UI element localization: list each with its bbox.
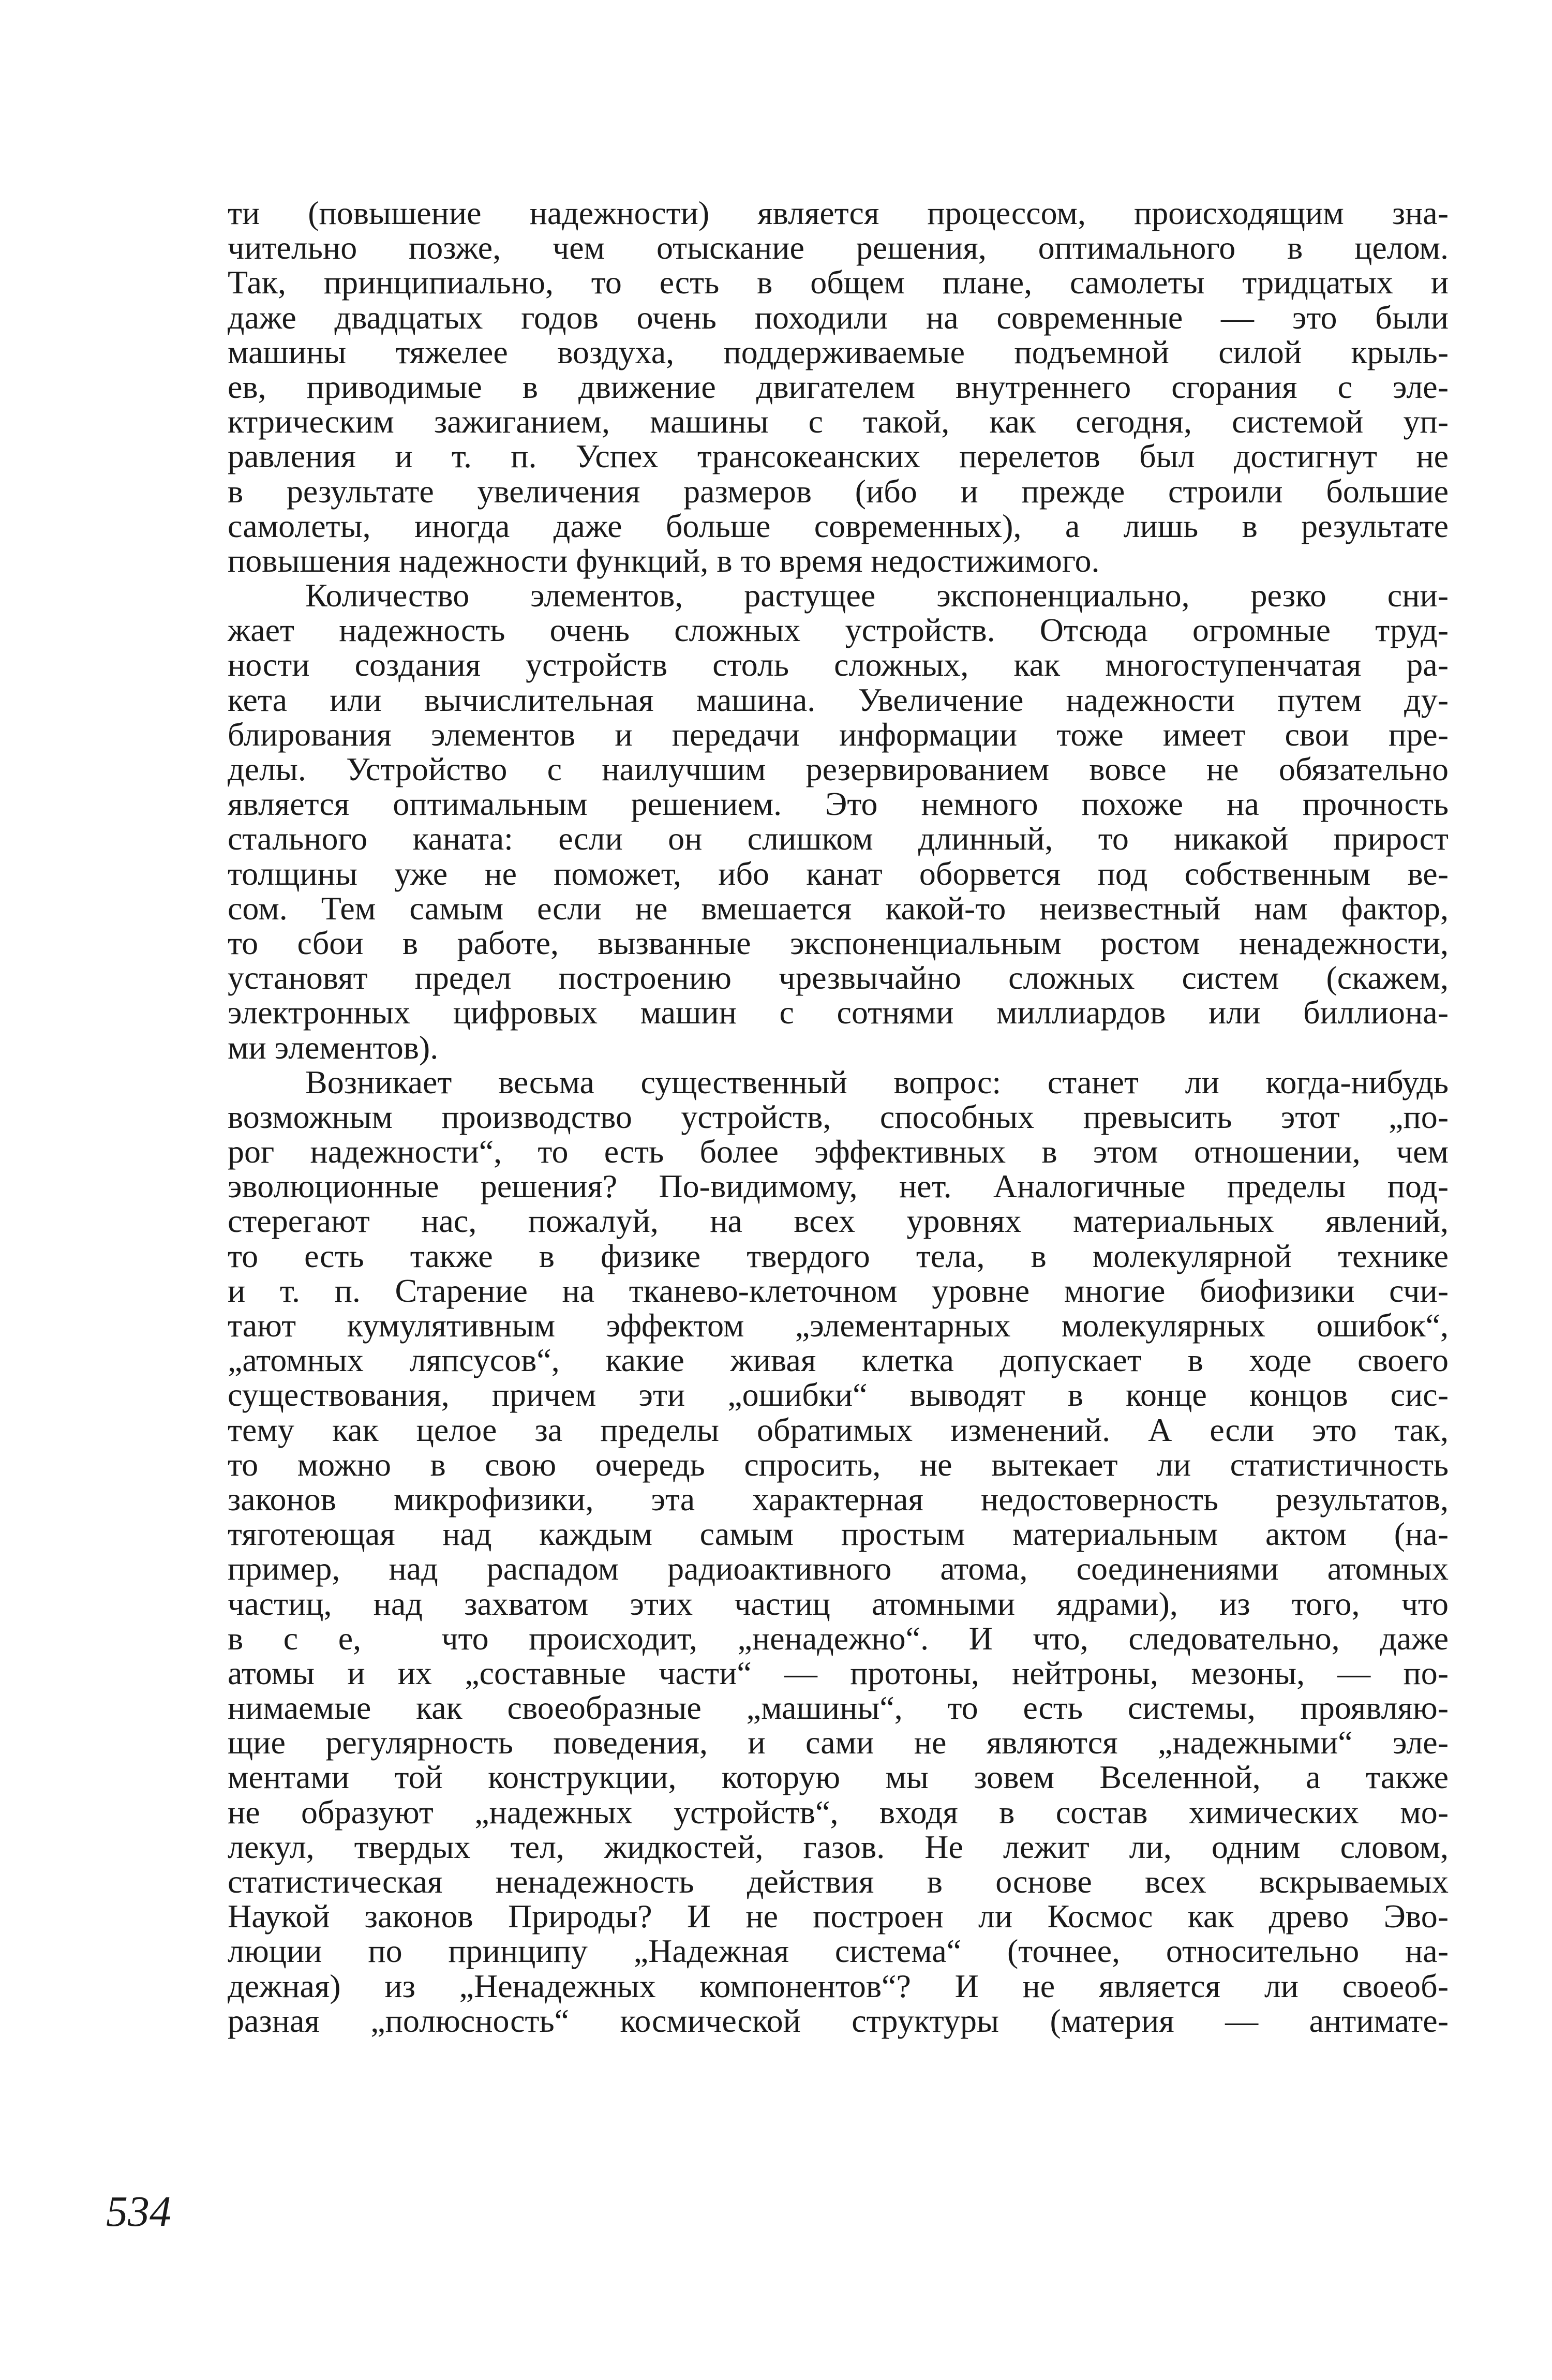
text-line: то можно в свою очередь спросить, не вытекает ли статистичность [228, 1446, 1449, 1483]
text-line: атомы и их „составные части“ — протоны, нейтроны, мезоны, — по- [228, 1654, 1449, 1691]
text-line: Количество элементов, растущее экспоненциально, резко сни- [305, 577, 1449, 614]
text-line: ности создания устройств столь сложных, как многоступенчатая ра- [228, 646, 1449, 683]
text-line: делы. Устройство с наилучшим резервированием вовсе не обязательно [228, 751, 1449, 787]
text-line: тяготеющая над каждым самым простым материальным актом (на- [228, 1515, 1449, 1553]
text-line: то есть также в физике твердого тела, в молекулярной технике [228, 1237, 1449, 1274]
text-line: щие регулярность поведения, и сами не являются „надежными“ эле- [228, 1724, 1449, 1761]
text-line: установят предел построению чрезвычайно сложных систем (скажем, [228, 959, 1449, 996]
text-line: блирования элементов и передачи информации тоже имеет свои пре- [228, 716, 1449, 753]
text-line: люции по принципу „Надежная система“ (точнее, относительно на- [228, 1932, 1449, 1970]
paragraph [228, 578, 1449, 1065]
text-line: толщины уже не поможет, ибо канат оборвется под собственным ве- [228, 855, 1449, 892]
text-line: частиц, над захватом этих частиц атомными ядрами), из того, что [228, 1585, 1449, 1622]
text-line: в результате увеличения размеров (ибо и прежде строили большие [228, 472, 1449, 510]
text-line: статистическая ненадежность действия в основе всех вскрываемых [228, 1863, 1449, 1900]
text-line: существования, причем эти „ошибки“ выводят в конце концов сис- [228, 1376, 1449, 1414]
text-line: в с е, что происходит, „ненадежно“. И что, следовательно, даже [228, 1619, 1449, 1657]
text-line: дежная) из „Ненадежных компонентов“? И не является ли своеоб- [228, 1967, 1449, 2004]
text-line: ти (повышение надежности) является процессом, происходящим зна- [228, 195, 1449, 231]
text-line: не образуют „надежных устройств“, входя в состав химических мо- [228, 1793, 1449, 1831]
text-line: является оптимальным решением. Это немного похоже на прочность [228, 785, 1449, 823]
text-line: чительно позже, чем отыскание решения, оптимального в целом. [228, 229, 1449, 266]
text-line: тают кумулятивным эффектом „элементарных молекулярных ошибок“, [228, 1307, 1449, 1344]
text-line: повышения надежности функций, в то время недостижимого. [228, 542, 1100, 579]
text-line: ментами той конструкции, которую мы зовем Вселенной, а также [228, 1759, 1449, 1796]
text-line: возможным производство устройств, способных превысить этот „по- [228, 1098, 1449, 1135]
text-line: стального каната: если он слишком длинный, то никакой прирост [228, 820, 1449, 857]
text-line: и т. п. Старение на тканево-клеточном уровне многие биофизики счи- [228, 1272, 1449, 1309]
text-line: кета или вычислительная машина. Увеличение надежности путем ду- [228, 681, 1449, 718]
text-line: то сбои в работе, вызванные экспоненциальным ростом ненадежности, [228, 924, 1449, 961]
text-line: ми элементов). [228, 1029, 439, 1066]
page-number: 534 [106, 2188, 171, 2236]
text-line: Возникает весьма существенный вопрос: станет ли когда-нибудь [305, 1063, 1449, 1100]
text-line: ктрическим зажиганием, машины с такой, как сегодня, системой уп- [228, 403, 1449, 440]
text-line: самолеты, иногда даже больше современных), а лишь в результате [228, 507, 1449, 544]
text-line: Так, принципиально, то есть в общем плане, самолеты тридцатых и [228, 264, 1449, 301]
text-line: эволюционные решения? По-видимому, нет. Аналогичные пределы под- [228, 1168, 1449, 1205]
text-line: жает надежность очень сложных устройств. Отсюда огромные труд- [228, 612, 1449, 649]
text-line: „атомных ляпсусов“, какие живая клетка допускает в ходе своего [228, 1342, 1449, 1379]
text-line: пример, над распадом радиоактивного атома, соединениями атомных [228, 1550, 1449, 1587]
text-line: Наукой законов Природы? И не построен ли Космос как древо Эво- [228, 1898, 1449, 1935]
text-line: даже двадцатых годов очень походили на современные — это были [228, 299, 1449, 336]
text-line: разная „полюсность“ космической структуры (материя — антимате- [228, 2002, 1449, 2039]
text-line: электронных цифровых машин с сотнями миллиардов или биллиона- [228, 994, 1449, 1031]
text-line: нимаемые как своеобразные „машины“, то есть системы, проявляю- [228, 1689, 1449, 1727]
text-line: сом. Тем самым если не вмешается какой-то неизвестный нам фактор, [228, 889, 1449, 927]
paragraph [228, 1065, 1449, 2038]
text-line: машины тяжелее воздуха, поддерживаемые подъемной силой крыль- [228, 333, 1449, 370]
text-line: ев, приводимые в движение двигателем внутреннего сгорания с эле- [228, 368, 1449, 405]
text-line: равления и т. п. Успех трансокеанских перелетов был достигнут не [228, 438, 1449, 475]
text-line: законов микрофизики, эта характерная недостоверность результатов, [228, 1480, 1449, 1518]
paragraph [228, 196, 1449, 578]
text-line: тему как целое за пределы обратимых изменений. А если это так, [228, 1411, 1449, 1448]
body-text [228, 196, 1449, 2038]
text-line: рог надежности“, то есть более эффективных в этом отношении, чем [228, 1133, 1449, 1170]
text-line: лекул, твердых тел, жидкостей, газов. Не лежит ли, одним словом, [228, 1828, 1449, 1865]
text-line: стерегают нас, пожалуй, на всех уровнях материальных явлений, [228, 1202, 1449, 1240]
